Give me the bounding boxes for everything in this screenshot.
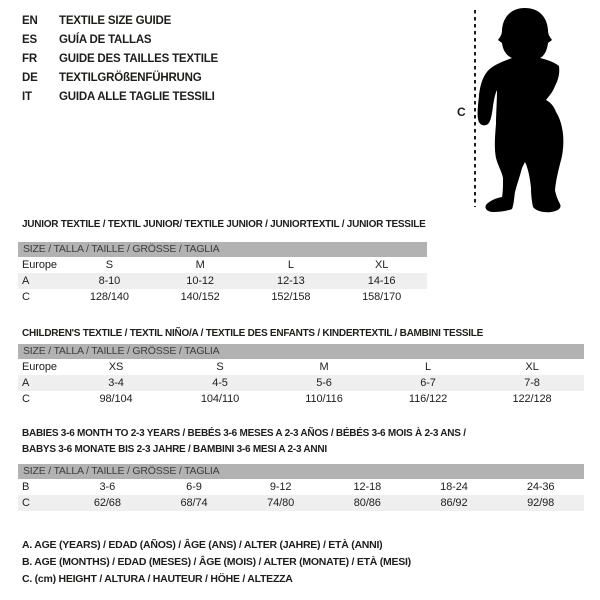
value-cell: 5-6: [316, 377, 332, 389]
size-cell: L: [287, 259, 294, 271]
table-row-months: [18, 479, 584, 495]
value-cell: 10-12: [186, 275, 214, 287]
table-row-europe: [18, 359, 584, 375]
table-row-height: [18, 289, 427, 305]
value-cell: 62/68: [93, 497, 121, 509]
value-cell: 152/158: [271, 291, 311, 303]
value-cell: 8-10: [98, 275, 121, 287]
value-cell: 80/86: [353, 497, 381, 509]
value-cell: 6-9: [186, 481, 202, 493]
toddler-silhouette-svg: [470, 6, 584, 214]
footnote-age-years: A. AGE (YEARS) / EDAD (AÑOS) / ÂGE (ANS) / ALTER (JAHRE) / ETÀ (ANNI): [22, 539, 383, 551]
value-cell: 158/170: [362, 291, 402, 303]
guide-title: TEXTILE SIZE GUIDE: [59, 15, 172, 27]
row-label: B: [22, 481, 30, 493]
row-label: A: [22, 377, 30, 389]
children-size-table: [18, 344, 584, 407]
value-cell: 9-12: [269, 481, 292, 493]
value-cell: 24-36: [526, 481, 555, 493]
value-cell: 4-5: [212, 377, 228, 389]
junior-table-title: JUNIOR TEXTILE / TEXTIL JUNIOR/ TEXTILE JUNIOR / JUNIORTEXTIL / JUNIOR TESSILE: [22, 219, 426, 230]
language-code: FR: [22, 53, 37, 65]
footnotes: [22, 537, 411, 588]
value-cell: 68/74: [180, 497, 208, 509]
size-header-bar: SIZE / TALLA / TAILLE / GRÖSSE / TAGLIA: [18, 464, 584, 479]
size-cell: M: [319, 361, 329, 373]
size-cell: XL: [525, 361, 539, 373]
value-cell: 74/80: [267, 497, 295, 509]
value-cell: 3-4: [108, 377, 124, 389]
size-header-bar: SIZE / TALLA / TAILLE / GRÖSSE / TAGLIA: [18, 344, 584, 359]
size-cell: S: [105, 259, 113, 271]
babies-title-line1: BABIES 3-6 MONTH TO 2-3 YEARS / BEBÉS 3-6 MESES A 2-3 AÑOS / BÉBÉS 3-6 MOIS À 2-3 ANS /: [22, 428, 466, 439]
language-code: DE: [22, 72, 38, 84]
value-cell: 128/140: [89, 291, 129, 303]
row-label: Europe: [22, 259, 57, 271]
value-cell: 14-16: [367, 275, 396, 287]
row-label: C: [22, 291, 30, 303]
babies-title-line2: BABYS 3-6 MONATE BIS 2-3 JAHRE / BAMBINI 3-6 MESI A 2-3 ANNI: [22, 444, 327, 455]
toddler-silhouette-icon: [478, 8, 564, 212]
value-cell: 7-8: [524, 377, 540, 389]
language-row: [22, 88, 218, 107]
table-row-height: [18, 495, 584, 511]
toddler-figure: [470, 6, 584, 214]
value-cell: 104/110: [200, 393, 240, 405]
table-row-age: [18, 273, 427, 289]
guide-title: GUIDE DES TAILLES TEXTILE: [59, 53, 218, 65]
value-cell: 122/128: [512, 393, 552, 405]
language-code: IT: [22, 91, 32, 103]
babies-size-table: [18, 464, 584, 511]
table-row-height: [18, 391, 584, 407]
value-cell: 18-24: [440, 481, 468, 493]
language-code: EN: [22, 15, 38, 27]
guide-title: GUÍA DE TALLAS: [59, 34, 152, 46]
size-cell: XS: [108, 361, 124, 373]
footnote-height-cm: C. (cm) HEIGHT / ALTURA / HAUTEUR / HÖHE / ALTEZZA: [22, 573, 293, 585]
guide-title: TEXTILGRÖßENFÜHRUNG: [59, 72, 202, 84]
row-label: Europe: [22, 361, 57, 373]
value-cell: 92/98: [527, 497, 555, 509]
footnote-age-months: B. AGE (MONTHS) / EDAD (MESES) / ÂGE (MOIS) / ALTER (MONATE) / ETÀ (MESI): [22, 556, 411, 568]
language-row: [22, 31, 218, 50]
size-cell: S: [216, 361, 224, 373]
table-row-age: [18, 375, 584, 391]
language-header: [22, 12, 218, 107]
value-cell: 12-13: [277, 275, 305, 287]
babies-table-title: [22, 426, 466, 458]
value-cell: 110/116: [305, 393, 343, 405]
value-cell: 140/152: [180, 291, 220, 303]
row-label: A: [22, 275, 30, 287]
row-label: C: [22, 393, 30, 405]
value-cell: 116/122: [408, 393, 448, 405]
guide-title: GUIDA ALLE TAGLIE TESSILI: [59, 91, 215, 103]
junior-size-table: [18, 242, 427, 305]
value-cell: 12-18: [353, 481, 382, 493]
value-cell: 98/104: [99, 393, 133, 405]
children-table-title: CHILDREN'S TEXTILE / TEXTIL NIÑO/A / TEXTILE DES ENFANTS / KINDERTEXTIL / BAMBINI TESSILE: [22, 328, 484, 339]
language-code: ES: [22, 34, 37, 46]
row-label: C: [22, 497, 30, 509]
language-row: [22, 12, 218, 31]
value-cell: 6-7: [420, 377, 436, 389]
size-cell: M: [195, 259, 205, 271]
height-measure-label: C: [457, 105, 466, 119]
value-cell: 3-6: [99, 481, 116, 493]
table-row-europe: [18, 257, 427, 273]
language-row: [22, 69, 218, 88]
language-row: [22, 50, 218, 69]
size-cell: XL: [374, 259, 389, 271]
value-cell: 86/92: [440, 497, 468, 509]
size-cell: L: [424, 361, 432, 373]
size-header-bar: SIZE / TALLA / TAILLE / GRÖSSE / TAGLIA: [18, 242, 427, 257]
